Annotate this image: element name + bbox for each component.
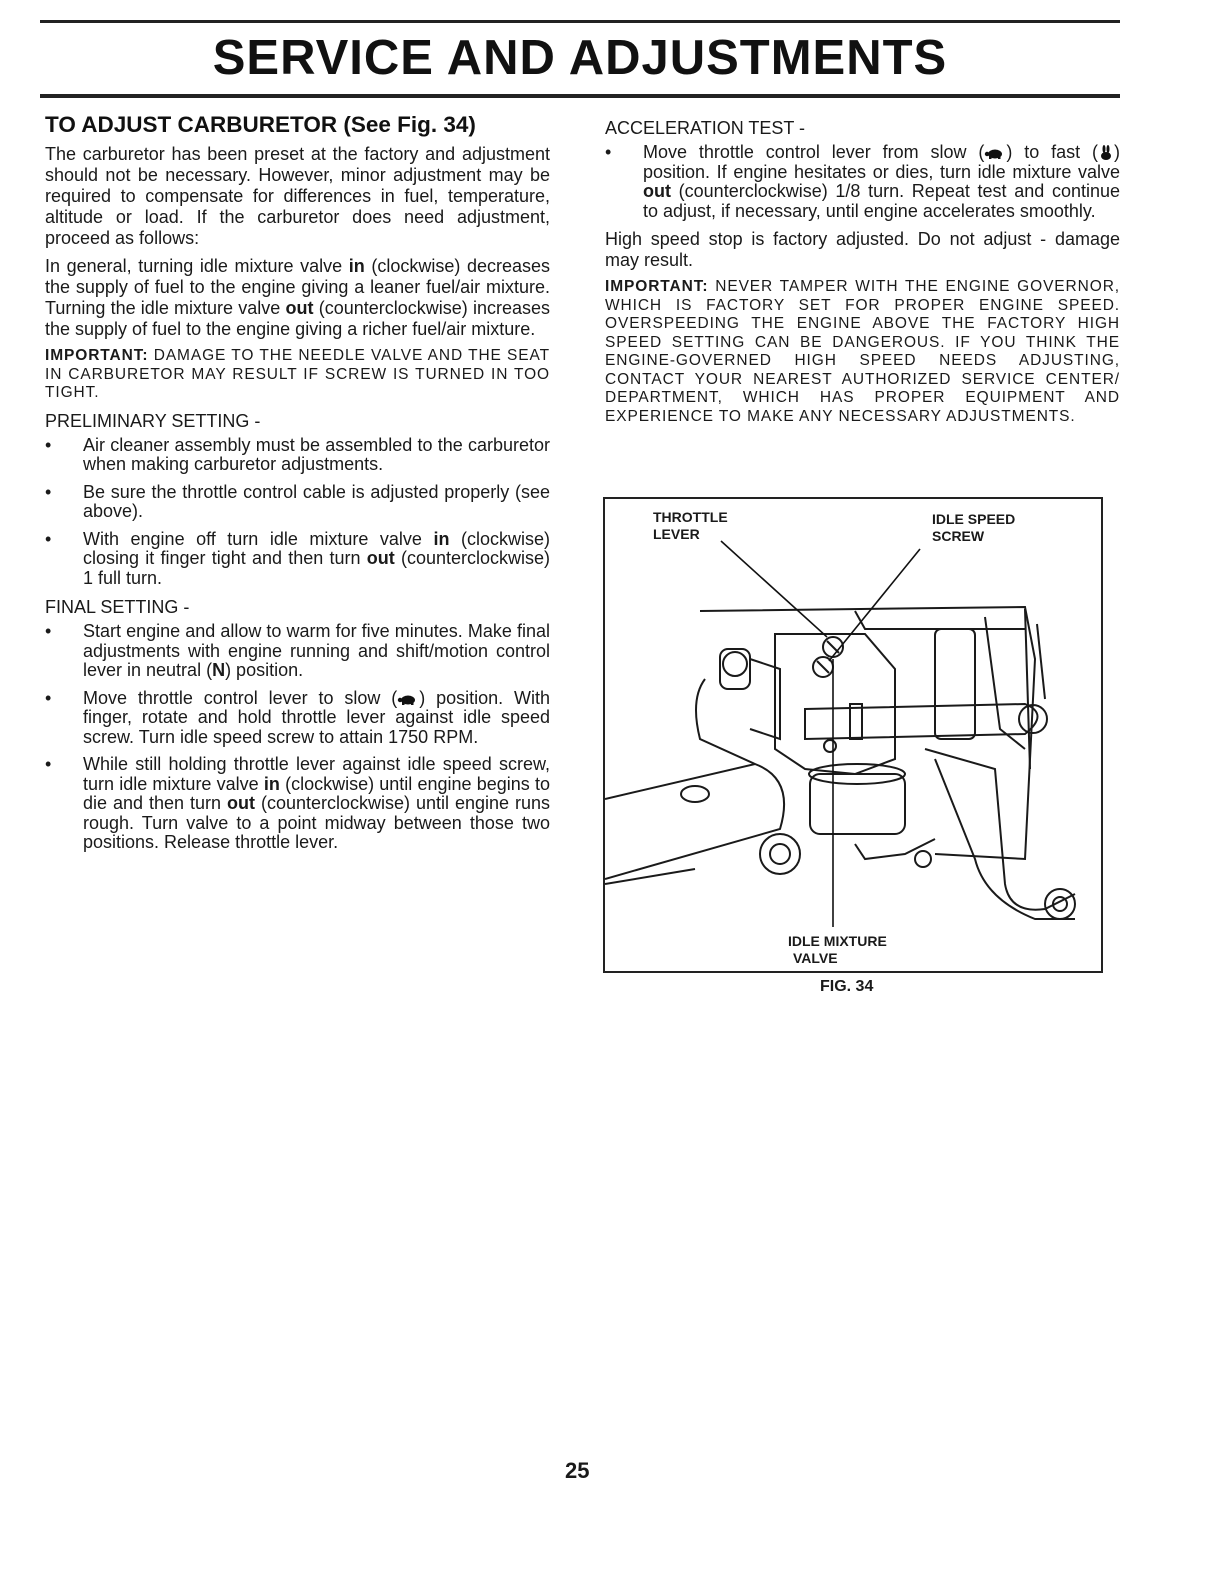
preliminary-setting-title: PRELIMINARY SETTING - bbox=[45, 410, 261, 431]
final-setting-list bbox=[45, 622, 550, 853]
list-item: • Move throttle control lever from slow ( ) to fast ( ) position. If engine hesitates or dies, turn idle mixture valve out (counterclockwise) 1/8 turn. Repeat test and continue to adjust, if necessary, until engine accelerates smoothly. bbox=[605, 142, 1121, 221]
left-column bbox=[45, 112, 550, 861]
list-item: • Be sure the throttle control cable is adjusted properly (see above). bbox=[45, 481, 550, 521]
list-item: • Move throttle control lever to slow ( ) position. With finger, rotate and hold throttle lever against idle speed screw. Turn idle speed screw to attain 1750 RPM. bbox=[45, 687, 550, 747]
section-heading: TO ADJUST CARBURETOR (See Fig. 34) bbox=[45, 112, 476, 137]
preliminary-setting-list bbox=[45, 436, 550, 589]
figure-caption: FIG. 34 bbox=[820, 978, 874, 995]
title-underline-rule bbox=[40, 94, 1120, 98]
right-column bbox=[605, 117, 1120, 433]
turtle-slow-icon bbox=[984, 147, 1006, 159]
throttle-lever-label: THROTTLE LEVER bbox=[653, 509, 728, 542]
rabbit-fast-icon bbox=[1098, 145, 1114, 161]
bullet-icon: • bbox=[45, 528, 52, 549]
high-speed-paragraph: High speed stop is factory adjusted. Do not adjust - damage may result. bbox=[605, 229, 1120, 270]
bullet-icon: • bbox=[45, 481, 52, 502]
important-note-needle-valve: IMPORTANT: DAMAGE TO THE NEEDLE VALVE AND THE SEAT IN CARBURETOR MAY RESULT IF SCREW IS TURNED IN TOO TIGHT. bbox=[45, 347, 550, 401]
acceleration-test-list bbox=[605, 143, 1120, 221]
carburetor-illustration bbox=[605, 499, 1103, 973]
list-item: • With engine off turn idle mixture valve in (clockwise) closing it finger tight and then turn out (counterclockwise) 1 full turn. bbox=[45, 528, 551, 588]
final-setting-title: FINAL SETTING - bbox=[45, 597, 190, 617]
list-item: • Start engine and allow to warm for five minutes. Make final adjustments with engine running and shift/motion control lever in neutral (N) position. bbox=[45, 621, 550, 680]
figure-34 bbox=[603, 497, 1103, 973]
acceleration-test-title: ACCELERATION TEST - bbox=[605, 118, 806, 138]
top-rule bbox=[40, 20, 1120, 23]
bullet-icon: • bbox=[605, 142, 612, 162]
turtle-slow-icon bbox=[397, 693, 419, 705]
page-number: 25 bbox=[565, 1458, 590, 1483]
important-note-governor: IMPORTANT: NEVER TAMPER WITH THE ENGINE GOVERNOR, WHICH IS FACTORY SET FOR PROPER ENGINE SPEED. OVERSPEEDING THE ENGINE ABOVE THE FACTORY HIGH SPEED SETTING CAN BE DANGEROUS. IF YOU THINK THE ENGINE-GOVERNED HIGH SPEED NEEDS ADJUSTING, CONTACT YOUR NEAREST AUTHORIZED SERVICE CENTER/ DEPARTMENT, WHICH HAS PROPER EQUIPMENT AND EXPERIENCE TO MAKE ANY NECESSARY ADJUSTMENTS. bbox=[605, 278, 1120, 425]
intro-paragraph: The carburetor has been preset at the factory and adjustment should not be necessary. However, minor adjustment may be required to compensate for differences in fuel, temperature, altitude or load. If the carburetor does need adjustment, proceed as follows: bbox=[45, 144, 550, 248]
bullet-icon: • bbox=[45, 754, 52, 774]
list-item: • Air cleaner assembly must be assembled to the carburetor when making carburetor adjustments. bbox=[45, 434, 550, 474]
page-title: SERVICE AND ADJUSTMENTS bbox=[212, 31, 948, 85]
list-item: • While still holding throttle lever against idle speed screw, turn idle mixture valve in (clockwise) until engine begins to die and then turn out (counterclockwise) until engine runs rough. Turn valve to a point midway between those two positions. Release throttle lever. bbox=[45, 754, 551, 852]
idle-mixture-valve-label: IDLE MIXTURE VALVE bbox=[788, 933, 887, 966]
general-paragraph: In general, turning idle mixture valve in (clockwise) decreases the supply of fuel to the engine giving a leaner fuel/air mixture. Turning the idle mixture valve out (counterclockwise) increases the supply of fuel to the engine giving a richer fuel/air mixture. bbox=[45, 256, 551, 339]
idle-speed-screw-label: IDLE SPEED SCREW bbox=[932, 511, 1016, 544]
bullet-icon: • bbox=[45, 434, 52, 455]
bullet-icon: • bbox=[45, 621, 52, 641]
bullet-icon: • bbox=[45, 687, 52, 708]
